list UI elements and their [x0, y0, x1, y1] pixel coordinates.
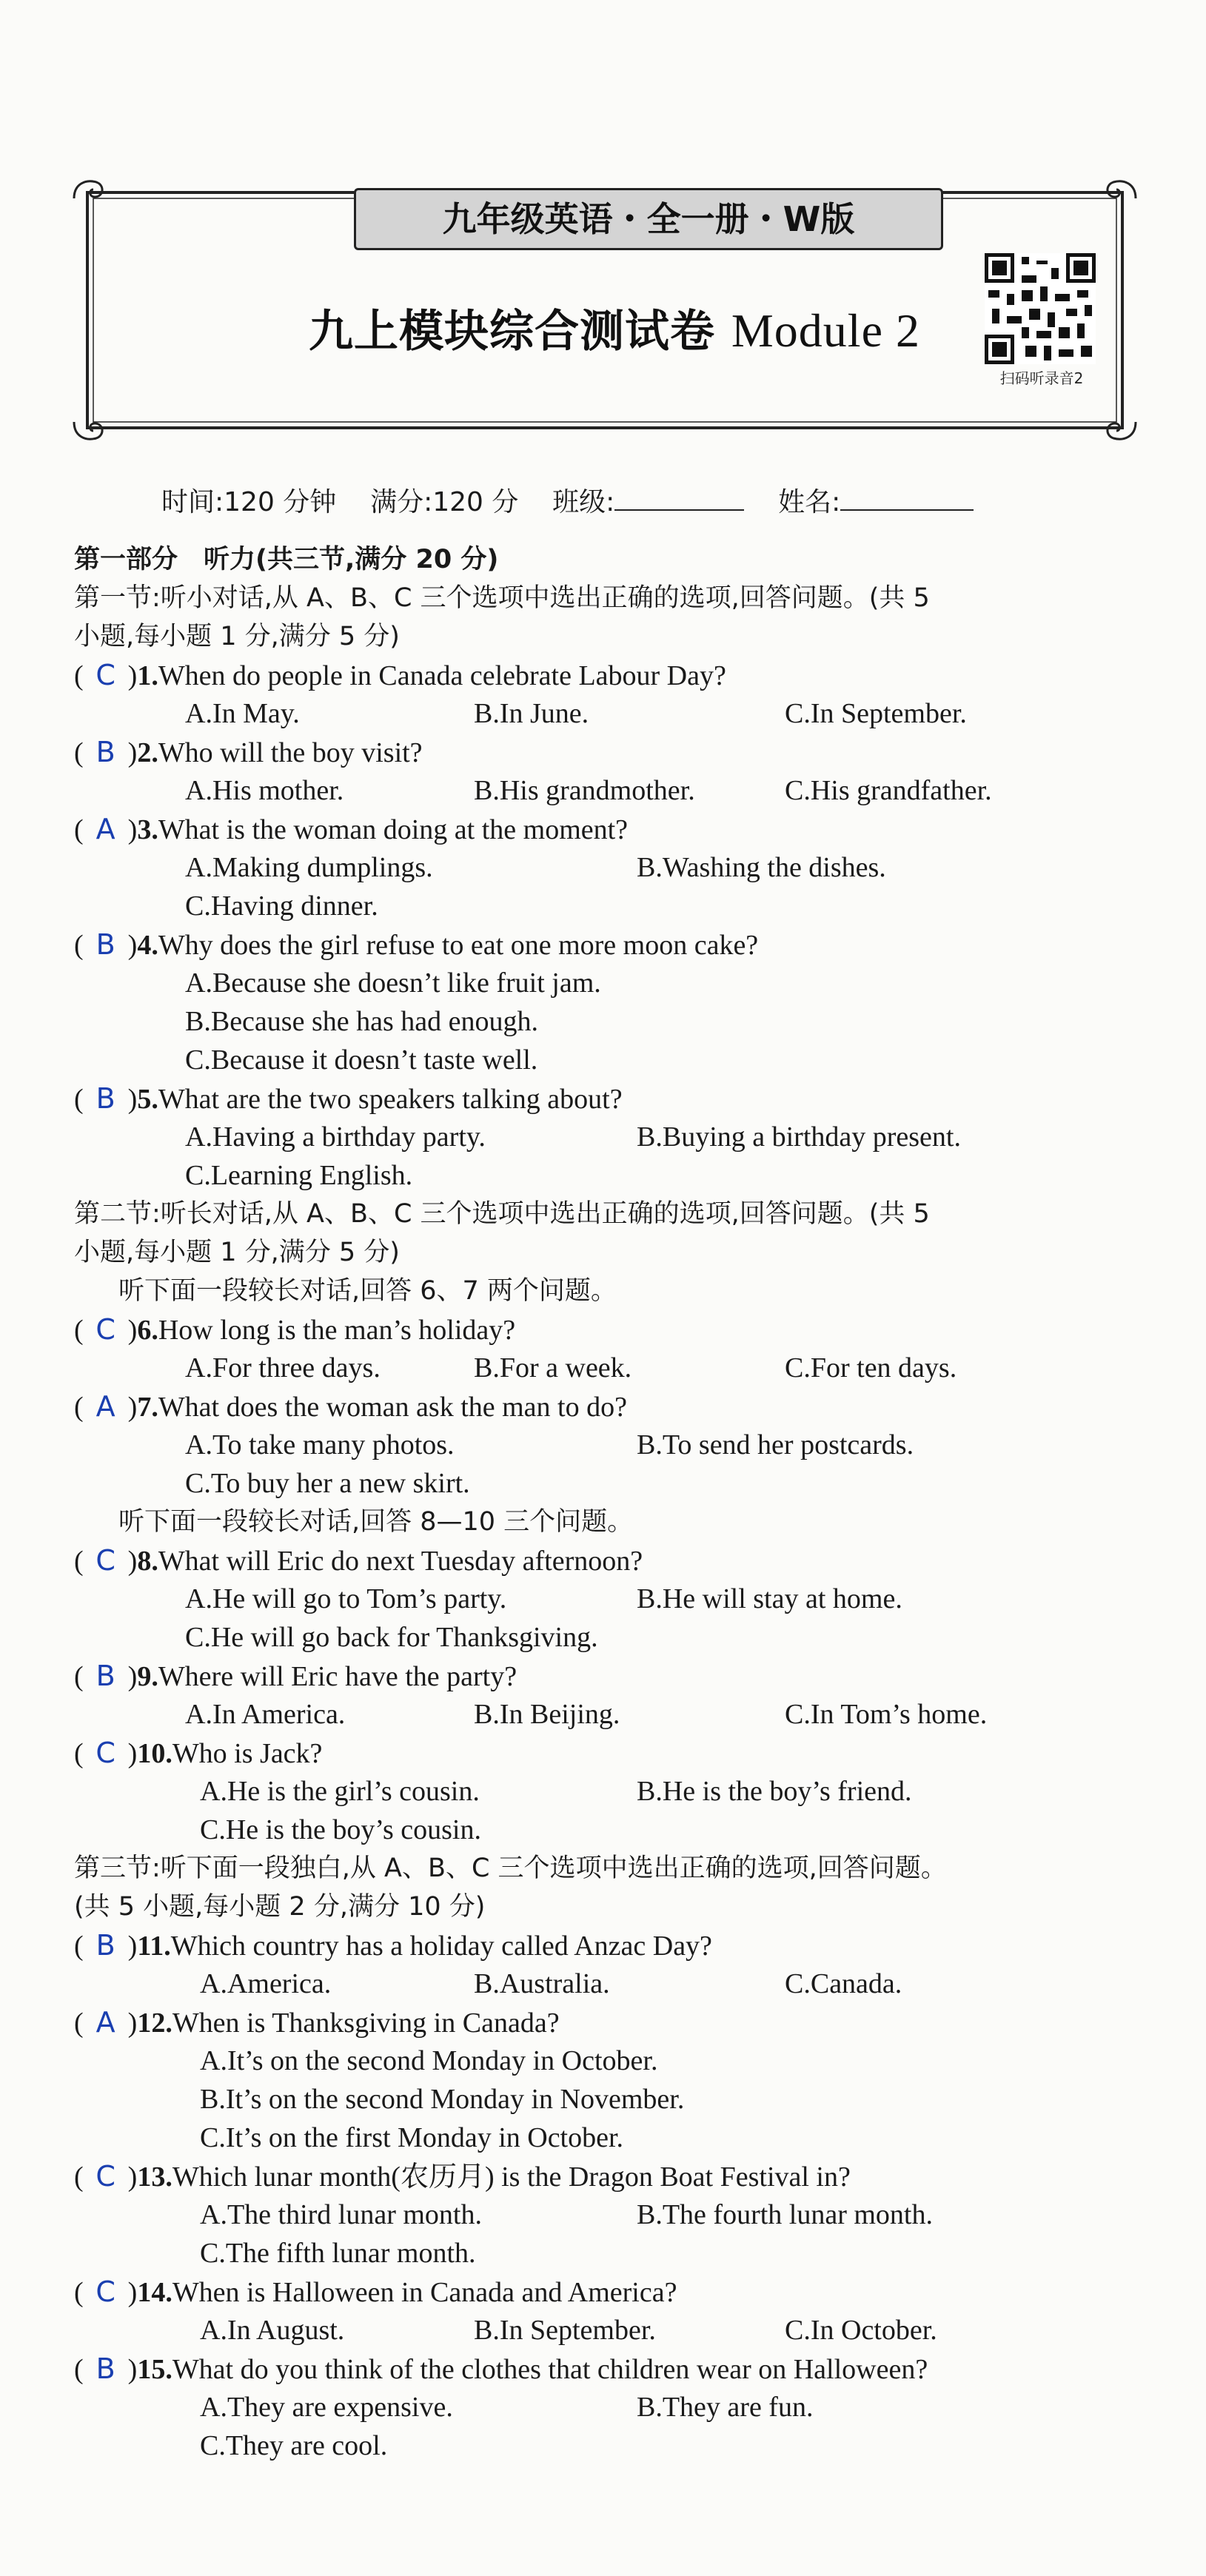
question-text: What will Eric do next Tuesday afternoon? [158, 1546, 643, 1577]
options-row [74, 2080, 1140, 2119]
answer-mark[interactable]: C [96, 1737, 115, 1769]
option-c[interactable]: C.Because it doesn’t taste well. [185, 1044, 538, 1076]
option-a[interactable]: A.Having a birthday party. [185, 1121, 486, 1153]
option-a[interactable]: A.In May. [185, 698, 300, 729]
question-row: ( C )13.Which lunar month(农历月) is the Dragon Boat Festival in? [74, 2157, 1140, 2196]
option-b[interactable]: B.He will stay at home. [637, 1583, 902, 1614]
question-row: ( B )15.What do you think of the clothes that children wear on Halloween? [74, 2349, 1140, 2388]
page-title [244, 296, 985, 360]
options-row [74, 1965, 1140, 2003]
options-row [74, 2426, 1140, 2465]
answer-mark[interactable]: B [96, 2352, 115, 2385]
options-row [74, 964, 1140, 1002]
question-text: When is Thanksgiving in Canada? [172, 2008, 560, 2039]
options-row [74, 2388, 1140, 2426]
question-row: ( A )7.What does the woman ask the man to do? [74, 1387, 1140, 1426]
options-row [74, 1156, 1140, 1195]
answer-mark[interactable]: C [96, 659, 115, 691]
answer-mark[interactable]: B [96, 1660, 115, 1692]
answer-mark[interactable]: A [96, 1390, 115, 1423]
answer-mark[interactable]: A [96, 2006, 115, 2039]
answer-mark[interactable]: C [96, 1313, 115, 1346]
question-row: ( C )10.Who is Jack? [74, 1734, 1140, 1772]
options-row [74, 1118, 1140, 1156]
option-b[interactable]: B.His grandmother. [474, 775, 695, 806]
section3-instruction-1: 第三节:听下面一段独白,从 A、B、C 三个选项中选出正确的选项,回答问题。 [74, 1854, 947, 1883]
question-row: ( C )1.When do people in Canada celebrate Labour Day? [74, 656, 1140, 694]
question-text: What do you think of the clothes that children wear on Halloween? [172, 2354, 928, 2385]
question-text: Which lunar month(农历月) is the Dragon Boat Festival in? [172, 2161, 851, 2193]
question-text: Who will the boy visit? [158, 737, 423, 768]
option-c[interactable]: C.His grandfather. [785, 775, 992, 806]
options-row [74, 1618, 1140, 1657]
options-row [74, 1811, 1140, 1849]
option-c[interactable]: C.In September. [785, 698, 967, 729]
options-row [74, 1772, 1140, 1811]
name-field[interactable] [840, 487, 974, 511]
options-row [74, 1349, 1140, 1387]
option-c[interactable]: C.To buy her a new skirt. [185, 1468, 470, 1499]
option-c[interactable]: C.They are cool. [200, 2430, 388, 2461]
option-a[interactable]: A.It’s on the second Monday in October. [200, 2045, 658, 2076]
question-text: Why does the girl refuse to eat one more moon cake? [158, 930, 759, 961]
options-row [74, 2119, 1140, 2157]
option-c[interactable]: C.It’s on the first Monday in October. [200, 2122, 624, 2153]
question-text: How long is the man’s holiday? [158, 1315, 516, 1346]
option-a[interactable]: A.In America. [185, 1699, 346, 1730]
section1-instruction-2: 小题,每小题 1 分,满分 5 分) [74, 622, 400, 651]
options-row [74, 848, 1140, 887]
option-a[interactable]: A.He will go to Tom’s party. [185, 1583, 507, 1614]
question-row: ( B )5.What are the two speakers talking about? [74, 1079, 1140, 1118]
option-b[interactable]: B.In September. [474, 2315, 656, 2346]
exam-content [74, 540, 1140, 2465]
qr-code-icon[interactable] [985, 253, 1096, 364]
question-row: ( C )6.How long is the man’s holiday? [74, 1310, 1140, 1349]
book-label: 九年级英语・全一册・W版 [354, 188, 943, 250]
option-a[interactable]: A.He is the girl’s cousin. [200, 1776, 480, 1807]
title-cn: 九上模块综合测试卷 [309, 306, 715, 358]
options-row [74, 694, 1140, 733]
option-c[interactable]: C.In October. [785, 2315, 937, 2346]
name-label: 姓名: [778, 487, 841, 517]
options-row [74, 1695, 1140, 1734]
answer-mark[interactable]: C [96, 2275, 115, 2308]
option-c[interactable]: C.The fifth lunar month. [200, 2238, 476, 2269]
question-text: What is the woman doing at the moment? [158, 814, 629, 845]
option-c[interactable]: C.In Tom’s home. [785, 1699, 988, 1730]
options-row [74, 1464, 1140, 1503]
option-b[interactable]: B.In June. [474, 698, 589, 729]
option-b[interactable]: B.To send her postcards. [637, 1429, 914, 1460]
option-a[interactable]: A.Because she doesn’t like fruit jam. [185, 967, 601, 999]
title-en: Module 2 [731, 304, 920, 357]
question-text: Which country has a holiday called Anzac Day? [170, 1931, 712, 1962]
class-label: 班级: [552, 487, 615, 517]
options-row [74, 771, 1140, 810]
option-b[interactable]: B.Buying a birthday present. [637, 1121, 961, 1153]
question-text: Where will Eric have the party? [158, 1661, 517, 1692]
option-c[interactable]: C.He is the boy’s cousin. [200, 1814, 481, 1845]
question-row: ( B )4.Why does the girl refuse to eat one more moon cake? [74, 925, 1140, 964]
option-b[interactable]: B.The fourth lunar month. [637, 2199, 933, 2230]
options-row [74, 1426, 1140, 1464]
option-a[interactable]: A.America. [200, 1968, 332, 1999]
qr-caption: 扫码听录音2 [999, 369, 1084, 387]
question-row: ( B )2.Who will the boy visit? [74, 733, 1140, 771]
class-field[interactable] [614, 487, 744, 511]
answer-mark[interactable]: B [96, 736, 115, 768]
part1-heading: 第一部分 听力(共三节,满分 20 分) [74, 545, 499, 574]
section2-instruction-2: 小题,每小题 1 分,满分 5 分) [74, 1238, 400, 1267]
option-b[interactable]: B.It’s on the second Monday in November. [200, 2084, 685, 2115]
options-row [74, 2042, 1140, 2080]
option-a[interactable]: A.For three days. [185, 1352, 381, 1383]
answer-mark[interactable]: B [96, 1929, 115, 1962]
option-b[interactable]: B.In Beijing. [474, 1699, 620, 1730]
option-b[interactable]: B.Washing the dishes. [637, 852, 886, 883]
option-a[interactable]: A.To take many photos. [185, 1429, 455, 1460]
time-info: 时间:120 分钟 [161, 487, 337, 517]
options-row [74, 887, 1140, 925]
option-a[interactable]: A.Making dumplings. [185, 852, 433, 883]
option-c[interactable]: C.He will go back for Thanksgiving. [185, 1622, 598, 1653]
option-a[interactable]: A.His mother. [185, 775, 344, 806]
option-b[interactable]: B.They are fun. [637, 2392, 814, 2423]
option-c[interactable]: C.Canada. [785, 1968, 902, 1999]
option-c[interactable]: C.Learning English. [185, 1160, 413, 1191]
question-row: ( C )8.What will Eric do next Tuesday afternoon? [74, 1541, 1140, 1580]
option-b[interactable]: B.For a week. [474, 1352, 632, 1383]
options-row [74, 1580, 1140, 1618]
option-c[interactable]: C.Having dinner. [185, 890, 378, 922]
question-text: What does the woman ask the man to do? [158, 1392, 627, 1423]
answer-mark[interactable]: C [96, 1544, 115, 1577]
option-b[interactable]: B.He is the boy’s friend. [637, 1776, 912, 1807]
question-row: ( B )9.Where will Eric have the party? [74, 1657, 1140, 1695]
question-text: When do people in Canada celebrate Labour Day? [158, 660, 726, 691]
score-info: 满分:120 分 [370, 487, 519, 517]
question-row: ( C )14.When is Halloween in Canada and America? [74, 2273, 1140, 2311]
option-b[interactable]: B.Australia. [474, 1968, 610, 1999]
section2-intro-2: 听下面一段较长对话,回答 8—10 三个问题。 [118, 1507, 634, 1537]
answer-mark[interactable]: B [96, 1082, 115, 1115]
options-row [74, 1002, 1140, 1041]
options-row [74, 2311, 1140, 2349]
options-row [74, 1041, 1140, 1079]
section2-instruction-1: 第二节:听长对话,从 A、B、C 三个选项中选出正确的选项,回答问题。(共 5 [74, 1199, 930, 1229]
option-c[interactable]: C.For ten days. [785, 1352, 957, 1383]
options-row [74, 2234, 1140, 2273]
question-row: ( B )11.Which country has a holiday called Anzac Day? [74, 1926, 1140, 1965]
answer-mark[interactable]: C [96, 2160, 115, 2193]
answer-mark[interactable]: A [96, 813, 115, 845]
option-a[interactable]: A.The third lunar month. [200, 2199, 482, 2230]
question-text: What are the two speakers talking about? [158, 1084, 623, 1115]
options-row [74, 2196, 1140, 2234]
question-text: When is Halloween in Canada and America? [172, 2277, 677, 2308]
option-b[interactable]: B.Because she has had enough. [185, 1006, 538, 1037]
option-a[interactable]: A.In August. [200, 2315, 345, 2346]
section1-instruction-1: 第一节:听小对话,从 A、B、C 三个选项中选出正确的选项,回答问题。(共 5 [74, 583, 930, 613]
question-text: Who is Jack? [172, 1738, 323, 1769]
question-row: ( A )12.When is Thanksgiving in Canada? [74, 2003, 1140, 2042]
exam-meta [161, 481, 974, 519]
section2-intro-1: 听下面一段较长对话,回答 6、7 两个问题。 [118, 1276, 617, 1306]
answer-mark[interactable]: B [96, 928, 115, 961]
option-a[interactable]: A.They are expensive. [200, 2392, 453, 2423]
question-row: ( A )3.What is the woman doing at the moment? [74, 810, 1140, 848]
section3-instruction-2: (共 5 小题,每小题 2 分,满分 10 分) [74, 1892, 486, 1922]
